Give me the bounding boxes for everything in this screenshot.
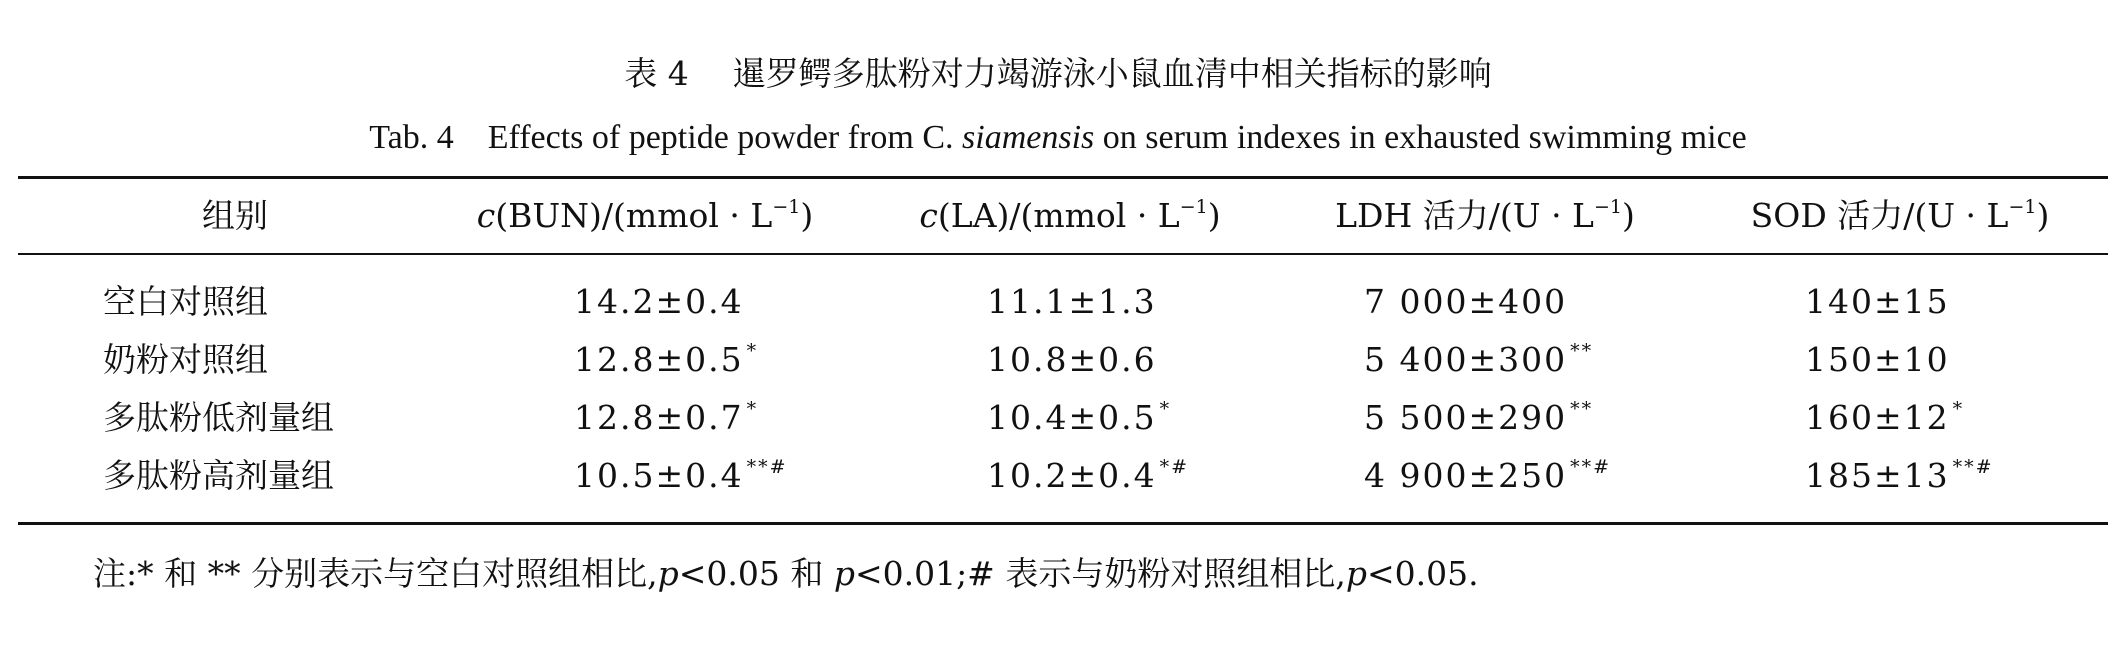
row-1-sod [1805,282,1953,327]
footnote-p-symbol: p [833,554,855,593]
row-1-ldh [1364,282,1570,327]
row-1-sod-value: 140±15 [1805,282,1950,321]
header-ldh-text: LDH 活力/(U · L [1335,196,1594,235]
row-4-ldh [1364,456,1611,501]
table-top-rule [18,176,2108,179]
row-3-la-value: 10.4±0.5 [987,398,1157,437]
row-4-ldh-significance: **# [1570,456,1612,478]
header-sod-close: ) [2036,196,2050,235]
row-2-bun [574,340,758,385]
row-4-sod-significance: **# [1952,456,1994,478]
header-ldh-close: ) [1621,196,1635,235]
header-sod-text: SOD 活力/(U · L [1750,196,2009,235]
row-3-sod-value: 160±12 [1805,398,1950,437]
row-4-sod [1805,456,1994,501]
row-3-ldh-value: 5 500±290 [1364,398,1568,437]
footnote-part-a: 注:* 和 ** 分别表示与空白对照组相比, [93,554,658,593]
table-caption-english [0,116,2116,160]
row-3-bun-value: 12.8±0.7 [574,398,744,437]
table-bottom-rule [18,522,2108,525]
row-2-la [987,340,1160,385]
table-number-en: Tab. 4 [369,119,454,156]
header-ldh-sup: −1 [1593,196,1622,218]
header-bun-text: (BUN)/(mmol · L [495,196,773,235]
table-title-en-post: on serum indexes in exhausted swimming mice [1094,119,1747,156]
header-la [870,196,1270,241]
footnote-p-symbol: p [657,554,679,593]
row-2-ldh-value: 5 400±300 [1364,340,1568,379]
footnote-part-d: <0.05. [1366,554,1479,593]
row-2-sod [1805,340,1953,385]
row-4-bun [574,456,788,501]
footnote-part-c: <0.01;# 表示与奶粉对照组相比, [854,554,1346,593]
row-2-sod-value: 150±10 [1805,340,1950,379]
row-3-ldh [1364,398,1593,443]
row-1-group: 空白对照组 [103,282,268,321]
header-la-text: (LA)/(mmol · L [937,196,1180,235]
row-4-sod-value: 185±13 [1805,456,1950,495]
header-ldh [1290,196,1680,241]
row-4-bun-significance: **# [746,456,788,478]
header-sod-sup: −1 [2008,196,2037,218]
row-2-ldh-significance: ** [1570,340,1594,362]
header-bun [440,196,850,241]
header-bun-sup: −1 [772,196,801,218]
row-1-bun [574,282,747,327]
row-3-la-significance: * [1159,398,1172,420]
header-la-sup: −1 [1179,196,1208,218]
table-title-en-species: siamensis [962,119,1095,156]
row-3-sod-significance: * [1952,398,1965,420]
header-la-close: ) [1207,196,1221,235]
table-title-cn: 暹罗鳄多肽粉对力竭游泳小鼠血清中相关指标的影响 [732,54,1492,93]
row-3-bun-significance: * [746,398,759,420]
footnote-p-symbol: p [1345,554,1367,593]
row-4-la-value: 10.2±0.4 [987,456,1157,495]
row-2-bun-value: 12.8±0.5 [574,340,744,379]
row-1-ldh-value: 7 000±400 [1364,282,1568,321]
table-header-rule [18,253,2108,255]
row-4-bun-value: 10.5±0.4 [574,456,744,495]
row-1-la [987,282,1160,327]
row-3-la [987,398,1171,443]
table-caption-chinese [0,52,2116,96]
row-2-bun-significance: * [746,340,759,362]
row-4-la-significance: *# [1159,456,1190,478]
row-1-la-value: 11.1±1.3 [987,282,1157,321]
table-number-cn: 表 4 [624,54,689,93]
header-la-var: c [919,196,938,235]
row-2-la-value: 10.8±0.6 [987,340,1157,379]
row-4-group: 多肽粉高剂量组 [103,456,334,495]
row-4-ldh-value: 4 900±250 [1364,456,1568,495]
footnote-part-b: <0.05 和 [678,554,834,593]
row-3-ldh-significance: ** [1570,398,1594,420]
table-footnote [93,552,1479,596]
header-sod [1700,196,2100,241]
row-4-la [987,456,1189,501]
table-title-en-pre: Effects of peptide powder from C. [487,119,963,156]
row-3-bun [574,398,758,443]
row-3-sod [1805,398,1964,443]
header-bun-var: c [476,196,496,235]
row-1-bun-value: 14.2±0.4 [574,282,744,321]
row-2-ldh [1364,340,1593,385]
row-3-group: 多肽粉低剂量组 [103,398,334,437]
row-2-group: 奶粉对照组 [103,340,268,379]
header-group: 组别 [202,196,268,235]
header-bun-close: ) [800,196,814,235]
